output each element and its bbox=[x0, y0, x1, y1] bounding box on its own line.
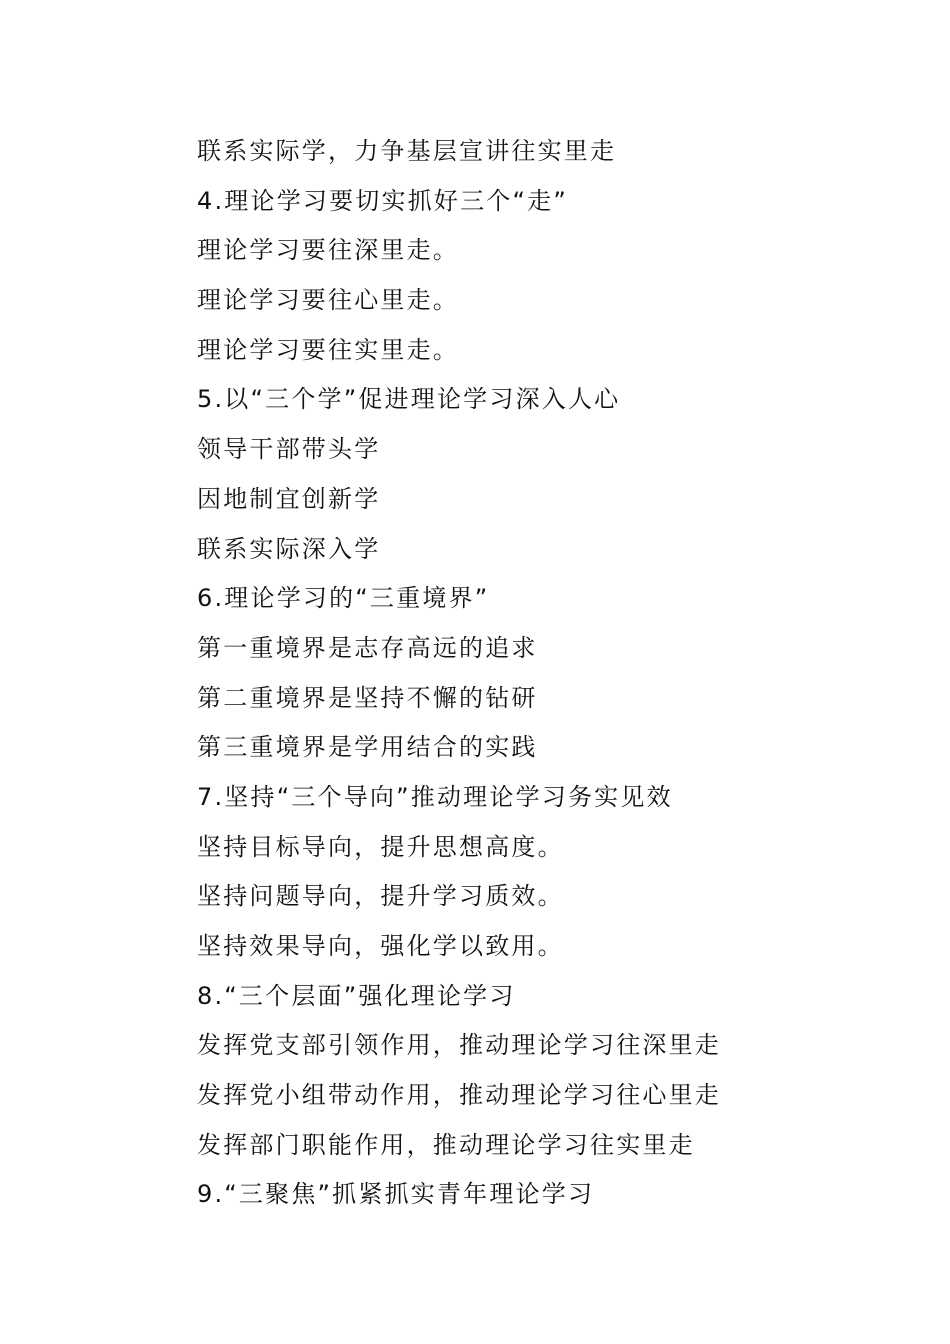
text-line: 发挥党小组带动作用，推动理论学习往心里走 bbox=[197, 1081, 721, 1110]
text-line: 第一重境界是志存高远的追求 bbox=[197, 633, 538, 662]
text-lines bbox=[197, 130, 897, 1223]
section-heading: 5.以“三个学”促进理论学习深入人心 bbox=[197, 385, 621, 414]
text-line: 第三重境界是学用结合的实践 bbox=[197, 733, 538, 762]
text-line: 第二重境界是坚持不懈的钻研 bbox=[197, 683, 538, 712]
text-line: 因地制宜创新学 bbox=[197, 484, 381, 513]
text-line: 理论学习要往深里走。 bbox=[197, 236, 459, 265]
text-line: 理论学习要往心里走。 bbox=[197, 286, 459, 315]
section-heading: 4.理论学习要切实抓好三个“走” bbox=[197, 186, 568, 215]
text-line: 发挥部门职能作用，推动理论学习往实里走 bbox=[197, 1130, 695, 1159]
text-line: 坚持问题导向，提升学习质效。 bbox=[197, 882, 564, 911]
text-line: 联系实际深入学 bbox=[197, 534, 381, 563]
text-line: 联系实际学，力争基层宣讲往实里走 bbox=[197, 137, 617, 165]
section-heading: 7.坚持“三个导向”推动理论学习务实见效 bbox=[197, 782, 673, 811]
text-line: 发挥党支部引领作用，推动理论学习往深里走 bbox=[197, 1031, 721, 1060]
text-line: 领导干部带头学 bbox=[197, 435, 381, 464]
section-heading: 8.“三个层面”强化理论学习 bbox=[197, 981, 516, 1010]
text-line: 理论学习要往实里走。 bbox=[197, 335, 459, 364]
text-line: 坚持目标导向，提升思想高度。 bbox=[197, 832, 564, 861]
section-heading: 9.“三聚焦”抓紧抓实青年理论学习 bbox=[197, 1180, 595, 1209]
text-line: 坚持效果导向，强化学以致用。 bbox=[197, 932, 564, 960]
section-heading: 6.理论学习的“三重境界” bbox=[197, 584, 490, 613]
